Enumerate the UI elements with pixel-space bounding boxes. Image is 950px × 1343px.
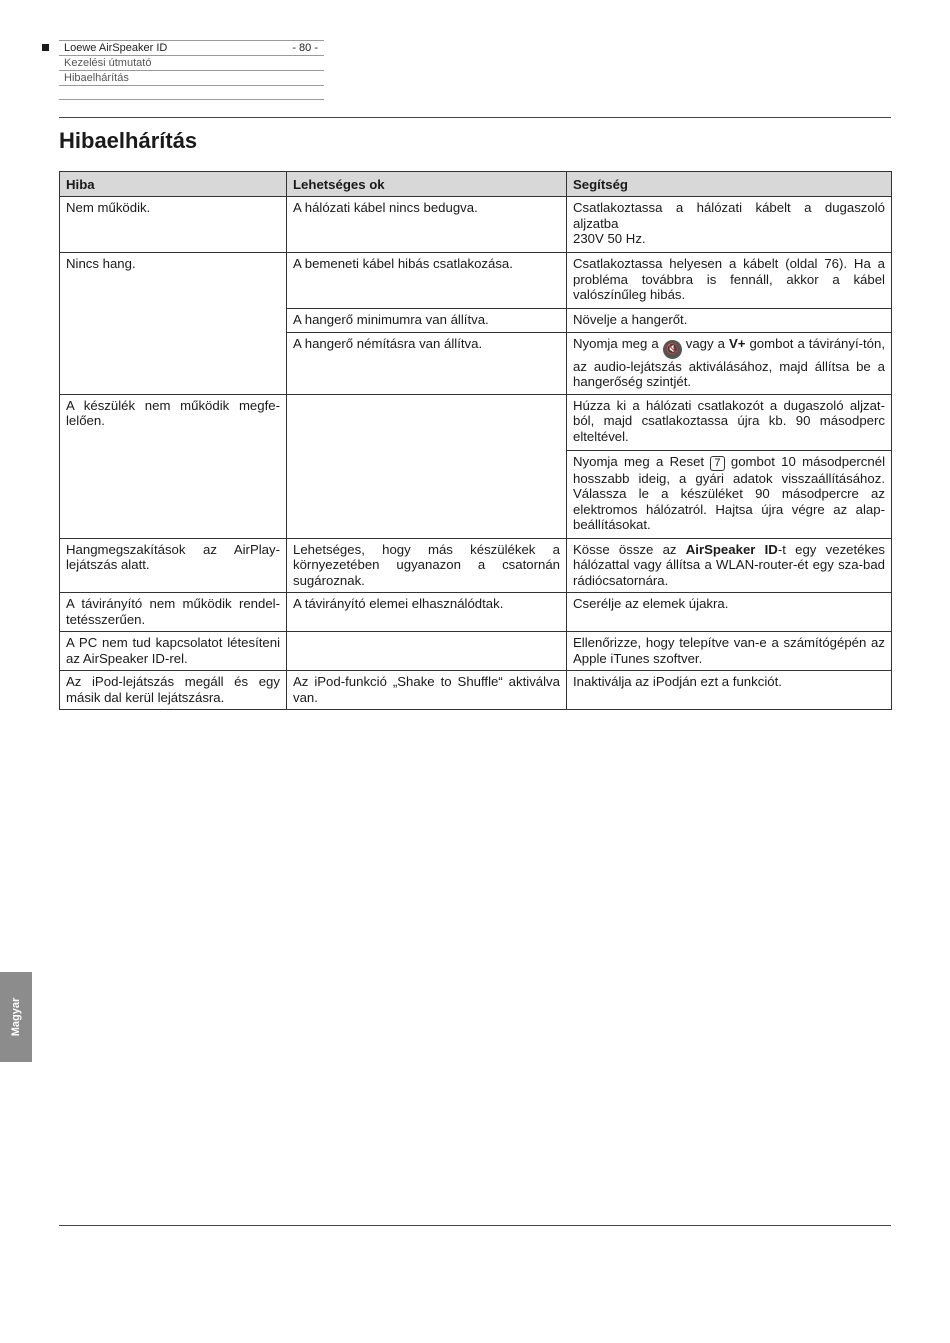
cell-hiba: Nincs hang. bbox=[60, 253, 287, 395]
cell-ok: A bemeneti kábel hibás csatlakozása. bbox=[287, 253, 567, 309]
cell-hiba: A készülék nem működik megfe-lelően. bbox=[60, 394, 287, 450]
table-row bbox=[60, 450, 892, 538]
table-row bbox=[60, 394, 892, 450]
language-tab bbox=[0, 972, 32, 1062]
reset-key-icon: 7 bbox=[710, 456, 724, 471]
header-doc: Kezelési útmutató bbox=[59, 55, 324, 70]
table-row bbox=[60, 197, 892, 253]
table-row bbox=[60, 253, 892, 309]
running-header bbox=[59, 40, 324, 100]
cell-hiba: Hangmegszakítások az AirPlay-lejátszás alatt. bbox=[60, 538, 287, 593]
cell-segitseg bbox=[567, 197, 892, 253]
header-product: Loewe AirSpeaker ID bbox=[64, 42, 168, 54]
cell-segitseg: Csatlakoztassa helyesen a kábelt (oldal 76). Ha a probléma továbbra is fennáll, akkor a kábel valószínűleg hibás. bbox=[567, 253, 892, 309]
cell-segitseg: Húzza ki a hálózati csatlakozót a dugaszoló aljzat-ból, majd csatlakoztassa újra kb. 90 másodperc elteltével. bbox=[567, 394, 892, 450]
column-header-segitseg: Segítség bbox=[567, 172, 892, 197]
cell-segitseg bbox=[567, 450, 892, 538]
product-name: AirSpeaker ID bbox=[685, 541, 778, 557]
header-empty-row bbox=[59, 85, 324, 100]
cell-ok-empty bbox=[287, 632, 567, 671]
language-tab-label: Magyar bbox=[10, 997, 22, 1037]
cell-hiba: Az iPod-lejátszás megáll és egy másik dal kerül lejátszásra. bbox=[60, 671, 287, 710]
column-header-ok: Lehetséges ok bbox=[287, 172, 567, 197]
page-title: Hibaelhárítás bbox=[59, 128, 198, 153]
cell-ok: Az iPod-funkció „Shake to Shuffle“ aktiválva van. bbox=[287, 671, 567, 710]
cell-ok-empty bbox=[287, 450, 567, 538]
segitseg-text-b: gombot 10 másodpercnél hosszabb ideig, a gyári adatok visszaállításához. Válassza le a készüléket 90 másodpercre az elektromos hálózatról. Hajtsa újra végre az alap-beállításokat. bbox=[573, 453, 885, 532]
cell-segitseg: Inaktiválja az iPodján ezt a funkciót. bbox=[567, 671, 892, 710]
cell-segitseg-voltage: 230V 50 Hz. bbox=[573, 231, 646, 246]
cell-hiba: A távirányító nem működik rendel-tetésszerűen. bbox=[60, 593, 287, 632]
segitseg-text-a: Kösse össze az bbox=[573, 541, 677, 557]
cell-ok-empty bbox=[287, 394, 567, 450]
table-row bbox=[60, 671, 892, 710]
cell-segitseg: Ellenőrizze, hogy telepítve van-e a számítógépén az Apple iTunes szoftver. bbox=[567, 632, 892, 671]
segitseg-text-a: Nyomja meg a Reset bbox=[573, 453, 705, 469]
segitseg-text-c: gombot a távirányí-tón, az audio-lejátszás aktiválásához, majd állítsa be a hangerőség szintjét. bbox=[573, 335, 886, 389]
table-row bbox=[60, 593, 892, 632]
cell-ok: A hálózati kábel nincs bedugva. bbox=[287, 197, 567, 253]
cell-ok: A távirányító elemei elhasználódtak. bbox=[287, 593, 567, 632]
cell-hiba: Nem működik. bbox=[60, 197, 287, 253]
header-bullet bbox=[42, 44, 49, 51]
cell-hiba-empty bbox=[60, 450, 287, 538]
cell-ok: Lehetséges, hogy más készülékek a környezetében ugyanazon a csatornán sugároznak. bbox=[287, 538, 567, 593]
column-header-hiba: Hiba bbox=[60, 172, 287, 197]
cell-ok: A hangerő némításra van állítva. bbox=[287, 332, 567, 394]
table-header-row bbox=[60, 172, 892, 197]
cell-segitseg: Cserélje az elemek újakra. bbox=[567, 593, 892, 632]
troubleshooting-table bbox=[59, 171, 892, 710]
cell-segitseg-text: Csatlakoztassa a hálózati kábelt a dugaszoló aljzatba bbox=[573, 200, 885, 231]
cell-segitseg bbox=[567, 538, 892, 593]
volume-up-key: V+ bbox=[728, 335, 746, 351]
header-section: Hibaelhárítás bbox=[59, 70, 324, 85]
table-row bbox=[60, 632, 892, 671]
cell-segitseg bbox=[567, 332, 892, 394]
segitseg-text-b: -t egy vezetékes hálózattal vagy állítsa a WLAN-router-ét egy sza-bad rádiócsatornára. bbox=[573, 541, 886, 588]
top-rule bbox=[59, 117, 891, 118]
bottom-rule bbox=[59, 1225, 891, 1226]
segitseg-text-a: Nyomja meg a bbox=[573, 335, 659, 351]
cell-segitseg: Növelje a hangerőt. bbox=[567, 309, 892, 333]
header-page-number: - 80 - bbox=[292, 42, 318, 54]
segitseg-text-b: vagy a bbox=[685, 335, 725, 351]
mute-icon: 🔇 bbox=[663, 340, 682, 359]
cell-hiba: A PC nem tud kapcsolatot létesíteni az AirSpeaker ID-rel. bbox=[60, 632, 287, 671]
table-row bbox=[60, 538, 892, 593]
cell-ok: A hangerő minimumra van állítva. bbox=[287, 309, 567, 333]
header-product-row bbox=[59, 40, 324, 55]
